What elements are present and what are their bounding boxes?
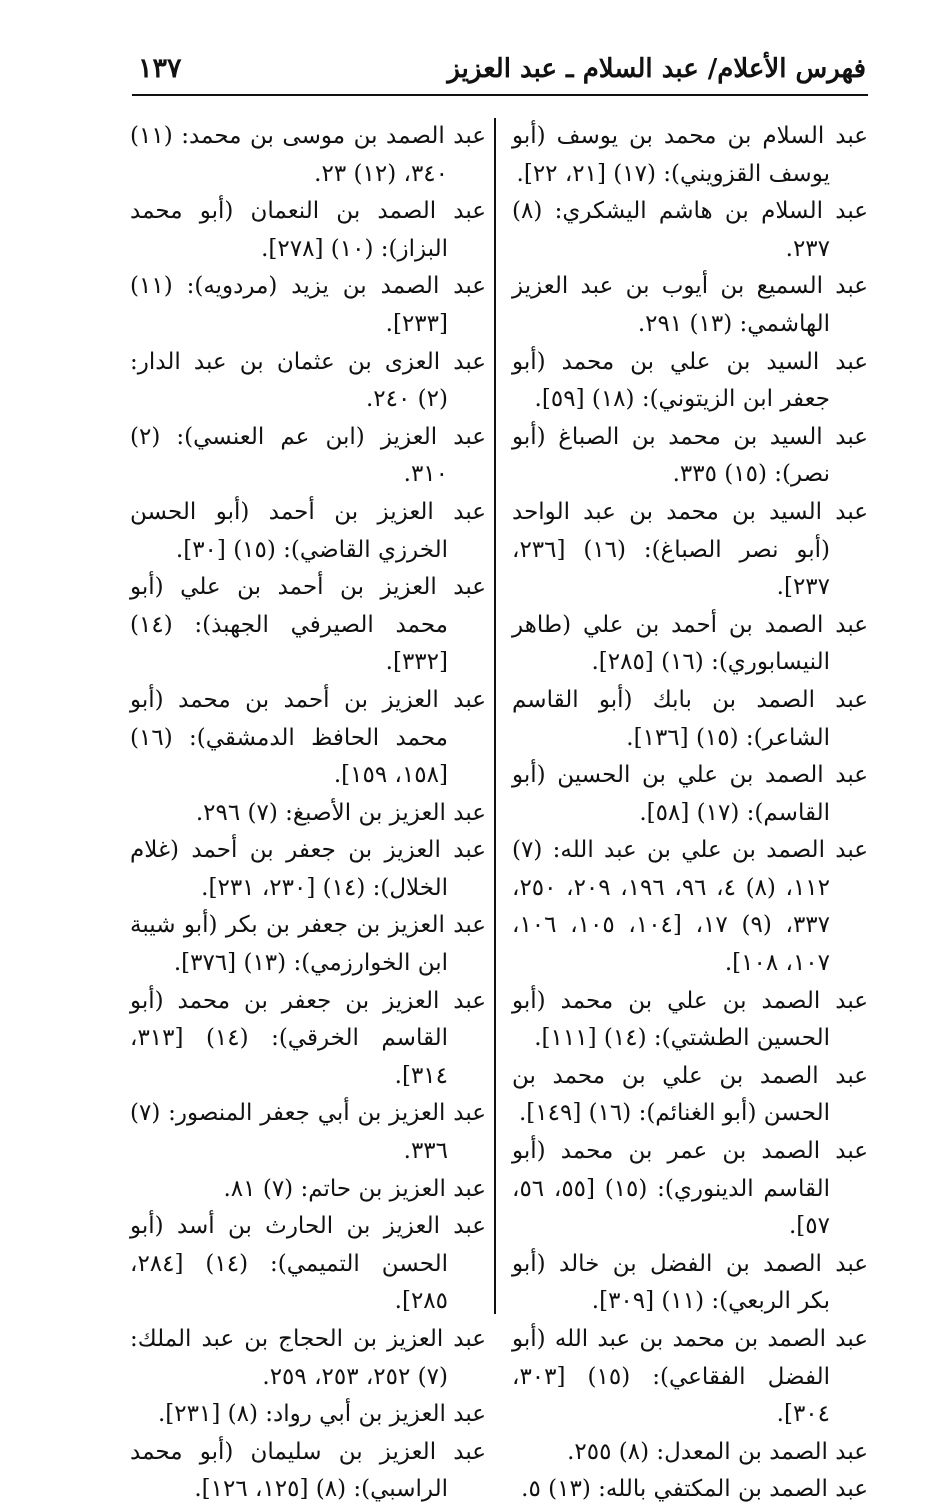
index-entry: عبد العزيز بن أبي رواد: (٨) [٢٣١]. [158, 1401, 486, 1428]
index-entry: عبد العزيز بن أحمد بن محمد (أبو محمد الحافظ الدمشقي): (١٦) [١٥٨، ١٥٩]. [130, 686, 486, 789]
index-entry: عبد العزيز (ابن عم العنسي): (٢) ٣١٠. [130, 423, 486, 488]
index-entry: عبد الصمد بن أحمد بن علي (طاهر النيسابوري): (١٦) [٢٨٥]. [512, 611, 868, 676]
index-entry: عبد العزيز بن أبي جعفر المنصور: (٧) ٣٣٦. [130, 1100, 486, 1165]
index-entry: عبد السلام بن هاشم اليشكري: (٨) ٢٣٧. [512, 198, 868, 262]
page-number: ١٣٧ [138, 53, 182, 84]
index-entry: عبد الصمد بن المكتفي بالله: (١٣) ٥. [521, 1476, 868, 1503]
index-entry: عبد السميع بن أيوب بن عبد العزيز الهاشمي: (١٣) ٢٩١. [512, 273, 868, 337]
index-entry: عبد الصمد بن يزيد (مردويه): (١١) [٢٣٣]. [130, 273, 486, 337]
index-entry: عبد الصمد بن محمد بن عبد الله (أبو الفضل الفقاعي): (١٥) [٣٠٣، ٣٠٤]. [512, 1326, 868, 1428]
index-entry: عبد الصمد بن علي بن محمد (أبو الحسين الطشتي): (١٤) [١١١]. [512, 987, 868, 1052]
index-entry: عبد العزيز بن أحمد (أبو الحسن الخرزي القاضي): (١٥) [٣٠]. [130, 498, 486, 563]
index-entry: عبد الصمد بن الفضل بن خالد (أبو بكر الربعي): (١١) [٣٠٩]. [512, 1250, 868, 1315]
index-entry: عبد الصمد بن موسى بن محمد: (١١) ٣٤٠، (١٢) ٢٣. [130, 123, 486, 187]
index-entry: عبد العزيز بن جعفر بن محمد (أبو القاسم الخرقي): (١٤) [٣١٣، ٣١٤]. [130, 987, 486, 1089]
index-column-right [512, 118, 868, 1509]
index-entry: عبد العزيز بن الأصبغ: (٧) ٢٩٦. [195, 799, 486, 826]
index-entry: عبد العزى بن عثمان بن عبد الدار: (٢) ٢٤٠. [130, 348, 486, 413]
column-divider [494, 118, 496, 1314]
index-entry: عبد السيد بن محمد بن عبد الواحد (أبو نصر الصباغ): (١٦) [٢٣٦، ٢٣٧]. [512, 498, 868, 601]
running-title: فهرس الأعلام/ عبد السلام ـ عبد العزيز [447, 54, 866, 84]
index-entry: عبد الصمد بن المعدل: (٨) ٢٥٥. [567, 1438, 868, 1465]
index-entry: عبد السلام بن محمد بن يوسف (أبو يوسف القزويني): (١٧) [٢١، ٢٢]. [512, 123, 868, 187]
index-entry: عبد العزيز بن أحمد بن علي (أبو محمد الصيرفي الجهبذ): (١٤) [٣٣٢]. [130, 574, 486, 676]
index-entry: عبد العزيز بن الحارث بن أسد (أبو الحسن التميمي): (١٤) [٢٨٤، ٢٨٥]. [130, 1213, 486, 1315]
index-entry: عبد الصمد بن عمر بن محمد (أبو القاسم الدينوري): (١٥) [٥٥، ٥٦، ٥٧]. [512, 1138, 868, 1240]
index-entry: عبد العزيز بن جعفر بن بكر (أبو شيبة ابن الخوارزمي): (١٣) [٣٧٦]. [130, 912, 486, 977]
index-entry: عبد الصمد بن علي بن عبد الله: (٧) ١١٢، (٨) ٤، ٩٦، ١٩٦، ٢٠٩، ٢٥٠، ٣٣٧، (٩) ١٧، [١٠٤، ١٠٥، ١٠٦، ١٠٧، ١٠٨]. [512, 837, 868, 977]
index-entry: عبد العزيز بن جعفر بن أحمد (غلام الخلال): (١٤) [٢٣٠، ٢٣١]. [130, 837, 486, 901]
index-entry: عبد العزيز بن الحجاج بن عبد الملك: (٧) ٢٥٢، ٢٥٣، ٢٥٩. [130, 1326, 486, 1390]
index-entry: عبد العزيز بن سليمان (أبو محمد الراسبي): (٨) [١٢٥، ١٢٦]. [130, 1438, 486, 1503]
index-entry: عبد الصمد بن علي بن الحسين (أبو القاسم): (١٧) [٥٨]. [512, 762, 868, 826]
index-entry: عبد الصمد بن علي بن محمد بن الحسن (أبو الغنائم): (١٦) [١٤٩]. [512, 1062, 868, 1127]
index-column-left [130, 118, 486, 1509]
index-entry: عبد السيد بن محمد بن الصباغ (أبو نصر): (١٥) ٣٣٥. [512, 423, 868, 488]
index-entry: عبد الصمد بن النعمان (أبو محمد البزاز): (١٠) [٢٧٨]. [130, 198, 486, 262]
index-entry: عبد العزيز بن حاتم: (٧) ٨١. [223, 1175, 486, 1202]
index-entry: عبد الصمد بن بابك (أبو القاسم الشاعر): (١٥) [١٣٦]. [512, 686, 868, 751]
index-entry: عبد السيد بن علي بن محمد (أبو جعفر ابن الزيتوني): (١٨) [٥٩]. [512, 348, 868, 413]
page-header [132, 48, 868, 96]
